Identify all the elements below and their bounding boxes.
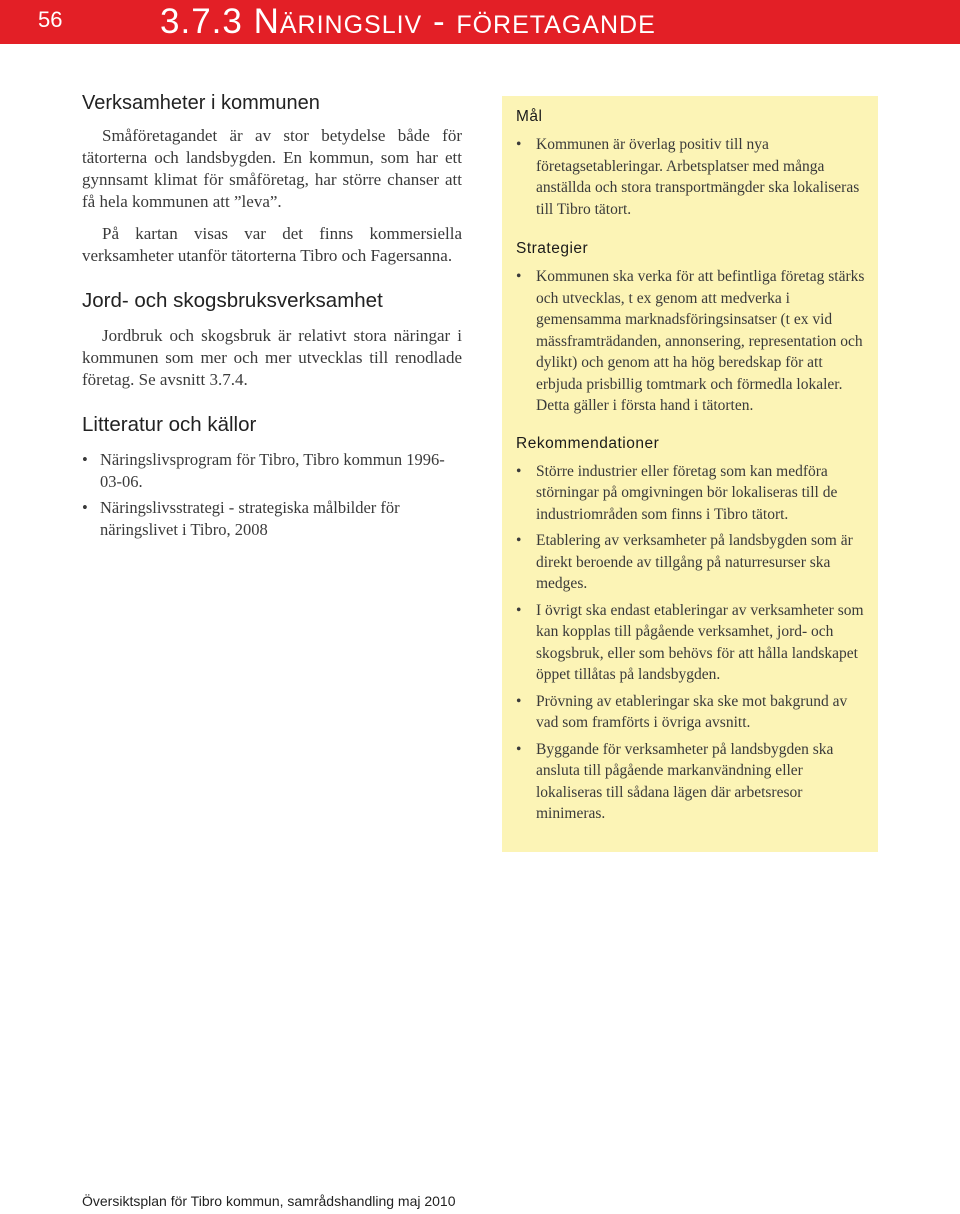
paragraph-verksamheter-2: På kartan visas var det finns kommersiella verksamheter utanför tätorterna Tibro och Fagersanna. [82,224,462,265]
section-title: 3.7.3 Näringsliv - företagande [160,2,656,41]
list-item: • Prövning av etableringar ska ske mot bakgrund av vad som framförts i övriga avsnitt. [516,691,866,734]
mal-list [516,134,866,220]
list-item: • Etablering av verksamheter på landsbygden som är direkt beroende av tillgång på naturresurser ska medges. [516,530,866,595]
page-footer: Översiktsplan för Tibro kommun, samrådshandling maj 2010 [82,1193,456,1209]
litteratur-list [82,449,462,541]
list-item: • Byggande för verksamheter på landsbygden ska ansluta till pågående markanvändning eller lokaliseras till sådana lägen där arbetsresor minimeras. [516,739,866,825]
list-item: • Näringslivsprogram för Tibro, Tibro kommun 1996-03-06. [82,449,462,493]
left-column [82,92,462,541]
heading-strategier: Strategier [516,240,589,257]
goals-box [502,96,878,852]
paragraph-jord-1: Jordbruk och skogsbruk är relativt stora näringar i kommunen som mer och mer utvecklas till renodlade företag. Se avsnitt 3.7.4. [82,326,462,389]
heading-rekommendationer: Rekommendationer [516,434,660,452]
paragraph-verksamheter-1: Småföretagandet är av stor betydelse både för tätorterna och landsbygden. En kommun, som har ett gynnsamt klimat för småföretag, har större chanser att få hela kommunen att ”leva”. [82,126,462,211]
list-item: • Kommunen ska verka för att befintliga företag stärks och utvecklas, t ex genom att medverka i gemensamma marknadsföringsinsatser (t ex vid mässframträdanden, annonsering, representation och dylikt) och genom att ha hög beredskap för att erbjuda prisbillig tomtmark och förmedla lokaler. Detta gäller i första hand i tätorten. [516,266,866,417]
header-bar [0,0,960,44]
heading-litteratur: Litteratur och källor [82,413,257,436]
strategier-list [516,266,866,417]
heading-mal: Mål [516,108,543,125]
list-item: • Kommunen är överlag positiv till nya företagsetableringar. Arbetsplatser med många anställda och stora transportmängder ska lokaliseras till Tibro tätort. [516,134,866,220]
list-item: • I övrigt ska endast etableringar av verksamheter som kan kopplas till pågående verksamhet, jord- och skogsbruk, eller som behövs för att hålla landskapet öppet tillåtas på landsbygden. [516,600,866,686]
page-number: 56 [38,7,63,32]
list-item: • Större industrier eller företag som kan medföra störningar på omgivningen bör lokaliseras till de industriområden som finns i Tibro tätort. [516,461,866,526]
rekommendationer-list [516,461,866,825]
heading-jord: Jord- och skogsbruksverksamhet [82,289,383,312]
heading-verksamheter: Verksamheter i kommunen [82,92,320,114]
list-item: • Näringslivsstrategi - strategiska målbilder för näringslivet i Tibro, 2008 [82,497,462,541]
